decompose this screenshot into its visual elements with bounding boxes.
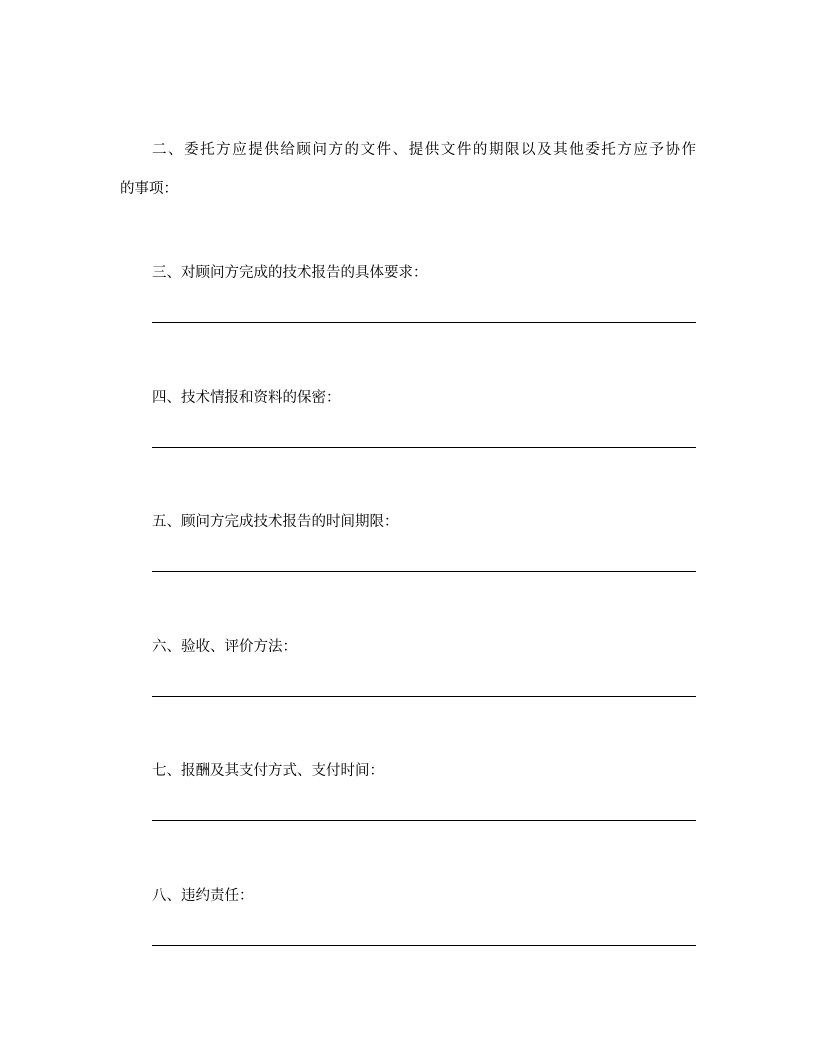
section-6-fill-line <box>152 696 696 697</box>
section-3-heading: 三、对顾问方完成的技术报告的具体要求： <box>152 265 428 281</box>
section-4-fill-line <box>152 447 696 448</box>
section-4-heading: 四、技术情报和资料的保密： <box>152 390 341 406</box>
section-5-heading: 五、顾问方完成技术报告的时间期限： <box>152 514 399 530</box>
section-2-heading-line-2: 的事项： <box>120 181 178 197</box>
section-6-heading: 六、验收、评价方法： <box>152 639 297 655</box>
section-5-fill-line <box>152 571 696 572</box>
section-8-heading: 八、违约责任： <box>152 888 254 904</box>
section-3-fill-line <box>152 322 696 323</box>
section-8-fill-line <box>152 945 696 946</box>
section-7-heading: 七、报酬及其支付方式、支付时间： <box>152 763 384 779</box>
section-7-fill-line <box>152 820 696 821</box>
section-2-heading-line-1: 二、委托方应提供给顾问方的文件、提供文件的期限以及其他委托方应予协作 <box>152 142 696 158</box>
